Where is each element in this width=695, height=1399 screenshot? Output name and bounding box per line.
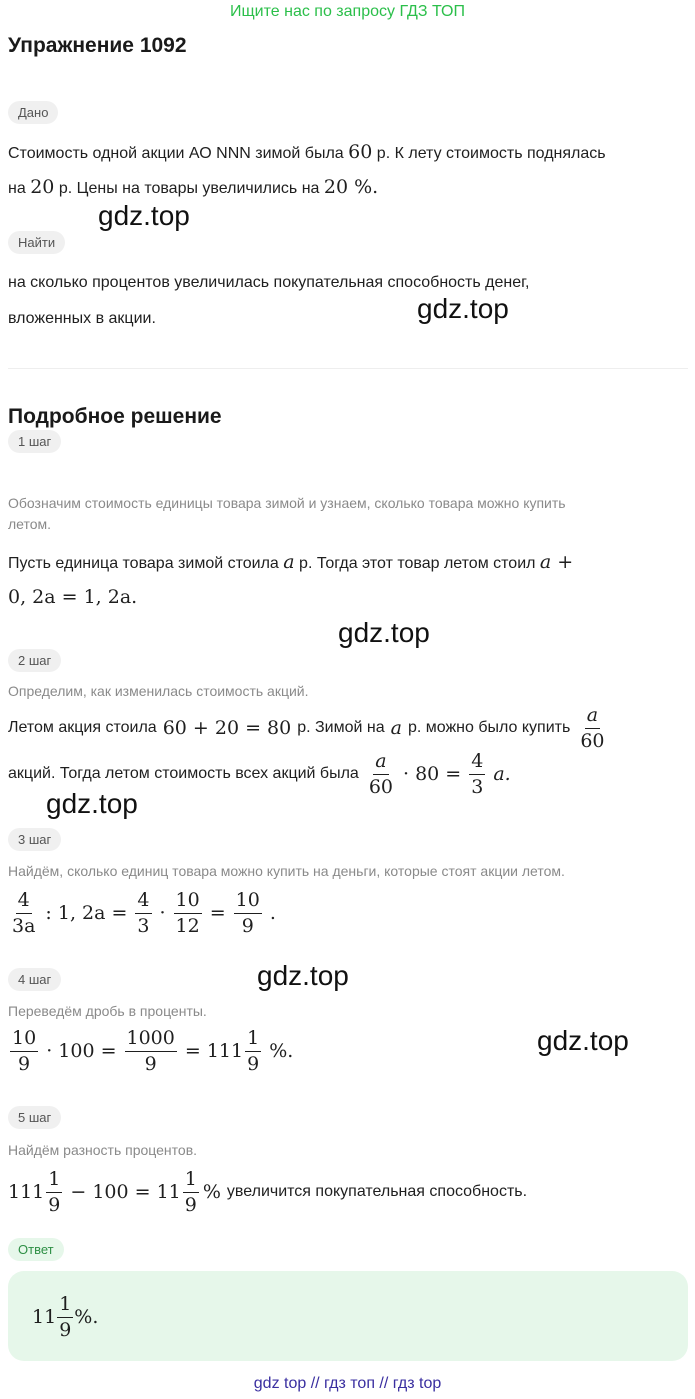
plus-sign: + xyxy=(557,551,574,573)
step-3-end: . xyxy=(269,902,276,924)
watermark: gdz.top xyxy=(257,960,349,991)
top-banner[interactable]: Ищите нас по запросу ГДЗ ТОП xyxy=(230,3,465,20)
var-a: a xyxy=(390,717,402,739)
step-3-op-2: · xyxy=(159,902,166,924)
answer-whole: 11 xyxy=(32,1306,57,1328)
given-percent: 20 %. xyxy=(323,176,379,198)
step-3-pill: 3 шаг xyxy=(8,828,61,851)
given-line-2 xyxy=(8,170,378,206)
step-3-expr xyxy=(8,887,276,939)
fraction-1-9-b xyxy=(183,1167,199,1216)
given-line-1 xyxy=(8,135,606,171)
given-text-3: на xyxy=(8,180,26,197)
fraction-4-3 xyxy=(469,749,485,798)
fraction-1000-9 xyxy=(125,1026,177,1075)
footer-links[interactable]: gdz top // гдз топ // гдз top xyxy=(253,1375,442,1392)
watermark: gdz.top xyxy=(537,1025,629,1056)
frac-den: 9 xyxy=(184,1193,197,1216)
step-1-line-1 xyxy=(8,545,573,581)
step-5-expr xyxy=(8,1166,527,1218)
fraction-1-9 xyxy=(46,1167,62,1216)
frac-num: 4 xyxy=(135,891,151,914)
step-2-pill: 2 шаг xyxy=(8,649,61,672)
step-3-hint: Найдём, сколько единиц товара можно купить на деньги, которые стоят акции летом. xyxy=(8,863,565,879)
step-2-tail: a. xyxy=(493,763,511,785)
frac-den: 3 xyxy=(137,914,150,937)
frac-den: 9 xyxy=(247,1052,260,1075)
step-1-hint-2: летом. xyxy=(8,516,52,532)
step-1-expr: 0, 2a = 1, 2a. xyxy=(8,586,138,608)
fraction-10-12 xyxy=(174,888,202,937)
step-3-op-1: : 1, 2a = xyxy=(45,902,128,924)
step-2-line-1 xyxy=(8,703,609,752)
frac-den: 9 xyxy=(18,1052,31,1075)
find-line-1: на сколько процентов увеличилась покупательная способность денег, xyxy=(8,274,530,291)
fraction-4-3 xyxy=(135,888,151,937)
given-text-1: Стоимость одной акции АО NNN зимой была xyxy=(8,145,344,162)
watermark: gdz.top xyxy=(98,200,190,231)
frac-num: 10 xyxy=(174,891,202,914)
step-2-text-1: Летом акция стоила xyxy=(8,719,157,736)
answer-end: %. xyxy=(74,1306,99,1328)
fraction-10-9 xyxy=(234,888,262,937)
answer-pill: Ответ xyxy=(8,1238,64,1261)
step-1-hint-1: Обозначим стоимость единицы товара зимой и узнаем, сколько товара можно купить xyxy=(8,495,566,511)
step-2-text-2: р. Зимой на xyxy=(297,719,385,736)
frac-den: 3a xyxy=(12,914,36,937)
fraction-a-60 xyxy=(578,703,606,752)
step-5-text: увеличится покупательная способность. xyxy=(226,1183,528,1200)
var-a: a xyxy=(283,551,295,573)
watermark: gdz.top xyxy=(46,788,138,819)
frac-den: 12 xyxy=(175,914,200,937)
fraction-10-9 xyxy=(10,1026,38,1075)
frac-den: 9 xyxy=(48,1193,61,1216)
frac-den: 60 xyxy=(580,729,605,752)
step-3-label xyxy=(8,828,61,851)
given-num-20: 20 xyxy=(30,176,55,198)
answer-expr xyxy=(32,1291,98,1343)
frac-num: 10 xyxy=(234,891,262,914)
frac-num: a xyxy=(586,703,599,726)
var-a: a xyxy=(539,551,552,573)
frac-num: 1 xyxy=(46,1170,62,1193)
step-4-end: %. xyxy=(269,1040,294,1062)
fraction-4-3a xyxy=(10,888,37,937)
step-1-label xyxy=(8,430,61,453)
step-2-text-3: р. можно было купить xyxy=(407,719,571,736)
given-num-60: 60 xyxy=(348,141,373,163)
step-4-op-1: · 100 = xyxy=(46,1040,117,1062)
given-pill: Дано xyxy=(8,101,58,124)
frac-den: 9 xyxy=(144,1052,157,1075)
step-2-hint: Определим, как изменилась стоимость акций. xyxy=(8,683,309,699)
step-2-text-4: акций. Тогда летом стоимость всех акций была xyxy=(8,765,359,782)
frac-num: 10 xyxy=(10,1029,38,1052)
frac-num: 1 xyxy=(183,1170,199,1193)
find-label xyxy=(8,231,65,254)
step-1-pill: 1 шаг xyxy=(8,430,61,453)
find-pill: Найти xyxy=(8,231,65,254)
step-4-pill: 4 шаг xyxy=(8,968,61,991)
step-4-expr xyxy=(8,1025,293,1077)
frac-num: 1 xyxy=(245,1029,261,1052)
answer-fraction xyxy=(57,1292,73,1341)
step-2-label xyxy=(8,649,61,672)
step-1-text-1: Пусть единица товара зимой стоила xyxy=(8,555,279,572)
frac-num: 4 xyxy=(469,752,485,775)
fraction-a-60-2 xyxy=(367,749,395,798)
frac-num: 1 xyxy=(57,1295,73,1318)
given-text-2: р. К лету стоимость поднялась xyxy=(376,145,606,162)
step-2-expr: 60 + 20 = 80 xyxy=(162,717,292,739)
frac-den: 9 xyxy=(59,1318,72,1341)
fraction-1-9 xyxy=(245,1026,261,1075)
step-3-op-3: = xyxy=(209,902,226,924)
step-2-mul: · 80 = xyxy=(403,763,462,785)
step-4-hint: Переведём дробь в проценты. xyxy=(8,1003,207,1019)
watermark: gdz.top xyxy=(338,617,430,648)
step-4-label xyxy=(8,968,61,991)
given-label xyxy=(8,101,58,124)
frac-num: 1000 xyxy=(125,1029,177,1052)
step-5-label xyxy=(8,1106,61,1129)
frac-num: 4 xyxy=(16,891,32,914)
find-line-2: вложенных в акции. xyxy=(8,310,156,327)
frac-den: 60 xyxy=(368,775,394,798)
divider xyxy=(8,368,688,369)
step-5-whole: 111 xyxy=(8,1181,45,1203)
step-5-hint: Найдём разность процентов. xyxy=(8,1142,198,1158)
frac-den: 3 xyxy=(471,775,484,798)
given-text-4: р. Цены на товары увеличились на xyxy=(58,180,320,197)
frac-den: 9 xyxy=(241,914,254,937)
step-5-pill: 5 шаг xyxy=(8,1106,61,1129)
frac-num: a xyxy=(375,749,387,772)
step-5-op: − 100 = 11 xyxy=(70,1181,181,1203)
answer-box xyxy=(8,1271,688,1361)
step-1-text-2: р. Тогда этот товар летом стоил xyxy=(299,555,536,572)
watermark: gdz.top xyxy=(417,293,509,324)
step-5-pct: % xyxy=(202,1181,221,1203)
solution-title: Подробное решение xyxy=(8,405,222,428)
answer-label xyxy=(8,1238,64,1261)
step-4-op-2: = 111 xyxy=(184,1040,244,1062)
page-title: Упражнение 1092 xyxy=(8,34,187,57)
